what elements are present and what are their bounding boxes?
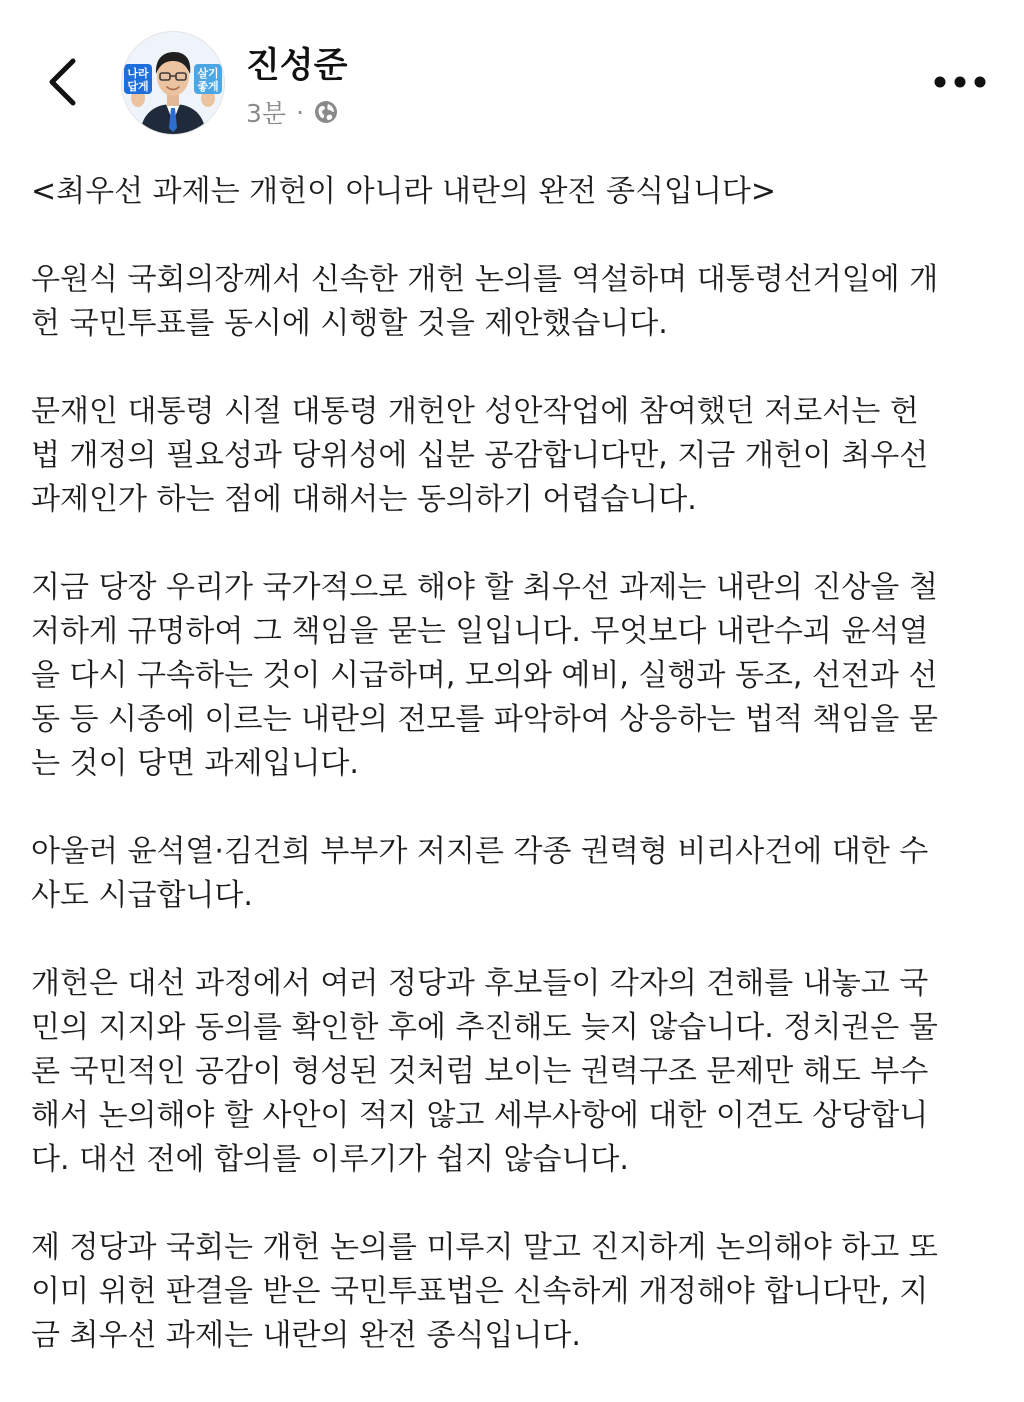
- post-paragraph: 아울러 윤석열·김건희 부부가 저지른 각종 권력형 비리사건에 대한 수 사도 시급합니다.: [31, 834, 929, 913]
- post-paragraph: 개헌은 대선 과정에서 여러 정당과 후보들이 각자의 견해를 내놓고 국 민의 지지와 동의를 확인한 후에 추진해도 늦지 않습니다. 정치권은 물 론 국민적인 공감이 형성된 것처럼 보이는 권력구조 문제만 해도 부수 해서 논의해야 할 사안이 적지 않고 세부사항에 대한 이견도 상당합니 다. 대선 전에 합의를 이루기가 쉽지 않습니다.: [31, 966, 938, 1177]
- more-horizontal-icon: [934, 76, 986, 88]
- more-options-button[interactable]: [932, 64, 988, 100]
- post-paragraph: 문재인 대통령 시절 대통령 개헌안 성안작업에 참여했던 저로서는 헌 법 개정의 필요성과 당위성에 십분 공감합니다만, 지금 개헌이 최우선 과제인가 하는 점에 대해서는 동의하기 어렵습니다.: [31, 394, 929, 517]
- chevron-left-icon: [45, 57, 79, 107]
- avatar-badge-text: 좋게: [197, 80, 219, 93]
- post-header: [0, 0, 1024, 150]
- author-name[interactable]: 진성준: [246, 46, 348, 86]
- back-button[interactable]: [34, 52, 90, 112]
- post-body: [31, 170, 993, 1402]
- avatar-badge-text: 나라: [127, 67, 149, 80]
- post-paragraph: 우원식 국회의장께서 신속한 개헌 논의를 역설하며 대통령선거일에 개 헌 국민투표를 동시에 시행할 것을 제안했습니다.: [31, 262, 939, 341]
- avatar-badge-text: 살기: [197, 67, 219, 80]
- globe-icon[interactable]: [313, 99, 339, 125]
- post-meta: [246, 94, 339, 130]
- post-paragraph: 지금 당장 우리가 국가적으로 해야 할 최우선 과제는 내란의 진상을 철 저하게 규명하여 그 책임을 묻는 일입니다. 무엇보다 내란수괴 윤석열 을 다시 구속하는 것이 시급하며, 모의와 예비, 실행과 동조, 선전과 선 동 등 시종에 이르는 내란의 전모를 파악하여 상응하는 법적 책임을 묻 는 것이 당면 과제입니다.: [31, 570, 938, 781]
- meta-separator: ·: [296, 97, 305, 127]
- post-title: <최우선 과제는 개헌이 아니라 내란의 완전 종식입니다>: [31, 174, 777, 209]
- post-time[interactable]: 3분: [246, 99, 287, 128]
- avatar-badge-text: 답게: [127, 80, 149, 93]
- avatar-portrait: [122, 32, 224, 134]
- avatar[interactable]: [122, 32, 224, 134]
- post-paragraph: 제 정당과 국회는 개헌 논의를 미루지 말고 진지하게 논의해야 하고 또 이미 위헌 판결을 받은 국민투표법은 신속하게 개정해야 합니다만, 지 금 최우선 과제는 내란의 완전 종식입니다.: [31, 1230, 938, 1353]
